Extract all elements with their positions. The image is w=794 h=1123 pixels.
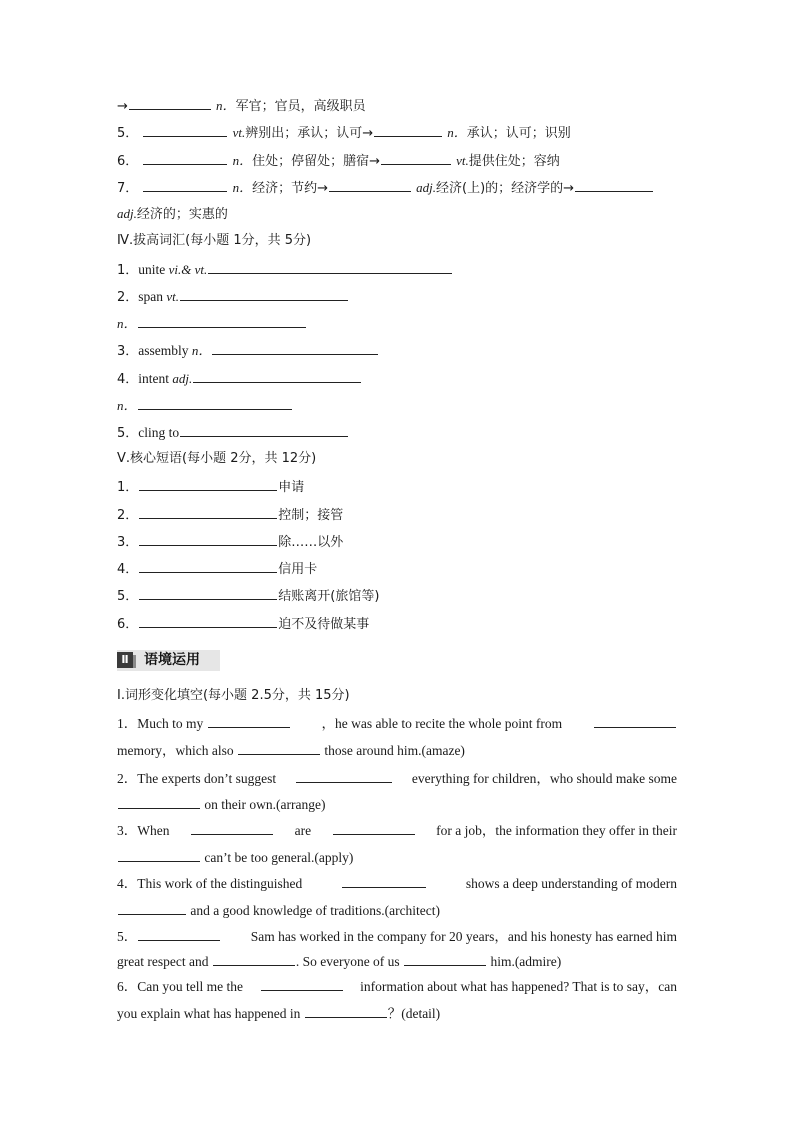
answer-blank[interactable]: [193, 368, 361, 383]
phrase-item-4: 4． 信用卡: [117, 558, 677, 578]
question-3-line-2: can’t be too general.(apply): [117, 847, 677, 867]
phrase-item-5: 5． 结账离开(旅馆等): [117, 585, 677, 605]
question-1-line-1: 1．Much to my ，he was able to recite the whole point from: [117, 713, 677, 733]
answer-blank[interactable]: [208, 713, 290, 728]
answer-blank[interactable]: [180, 286, 348, 301]
answer-blank[interactable]: [238, 740, 320, 755]
advanced-vocab-item-4: 4．intent adj.: [117, 368, 677, 388]
question-6-line-2: you explain what has happened in ？(detail): [117, 1003, 677, 1023]
answer-blank[interactable]: [139, 558, 277, 573]
vocab-line-6: 6． n．住处；停留处；膳宿→ vt.提供住处；容纳: [117, 150, 677, 170]
section-number-badge: Ⅱ: [117, 652, 133, 668]
answer-blank[interactable]: [139, 531, 277, 546]
answer-blank[interactable]: [575, 177, 653, 192]
answer-blank[interactable]: [191, 820, 273, 835]
answer-blank[interactable]: [374, 122, 442, 137]
answer-blank[interactable]: [212, 340, 378, 355]
question-1-line-2: memory，which also those around him.(amaze): [117, 740, 677, 760]
answer-blank[interactable]: [296, 768, 392, 783]
advanced-vocab-item-2-noun: n．: [117, 313, 677, 333]
question-3-line-1: 3．When are for a job，the information they offer in their: [117, 820, 677, 840]
answer-blank[interactable]: [118, 847, 200, 862]
answer-blank[interactable]: [329, 177, 411, 192]
answer-blank[interactable]: [381, 150, 451, 165]
vocab-line-7-cont: adj.经济的；实惠的: [117, 206, 228, 222]
answer-blank[interactable]: [404, 951, 486, 966]
answer-blank[interactable]: [143, 150, 227, 165]
advanced-vocab-item-4-noun: n．: [117, 395, 677, 415]
vocab-line-7: 7． n．经济；节约→ adj.经济(上)的；经济学的→: [117, 177, 677, 197]
vocab-line-4-cont: → n．军官；官员，高级职员: [117, 95, 677, 115]
answer-blank[interactable]: [139, 613, 277, 628]
answer-blank[interactable]: [139, 504, 277, 519]
question-5-line-2: great respect and . So everyone of us him.(admire): [117, 951, 677, 971]
question-5-line-1: 5． Sam has worked in the company for 20 years，and his honesty has earned him: [117, 926, 677, 946]
question-2-line-1: 2．The experts don’t suggest everything for children，who should make some: [117, 768, 677, 788]
answer-blank[interactable]: [138, 313, 306, 328]
phrase-item-1: 1． 申请: [117, 476, 677, 496]
answer-blank[interactable]: [118, 900, 186, 915]
question-4-line-2: and a good knowledge of traditions.(architect): [117, 900, 677, 920]
phrase-item-6: 6． 迫不及待做某事: [117, 613, 677, 633]
advanced-vocab-item-2: 2．span vt.: [117, 286, 677, 306]
answer-blank[interactable]: [143, 177, 227, 192]
answer-blank[interactable]: [143, 122, 227, 137]
answer-blank[interactable]: [305, 1003, 387, 1018]
section-heading-word-formation: Ⅰ.词形变化填空(每小题 2.5分，共 15分): [117, 688, 350, 703]
answer-blank[interactable]: [342, 873, 426, 888]
answer-blank[interactable]: [180, 422, 348, 437]
answer-blank[interactable]: [139, 476, 277, 491]
answer-blank[interactable]: [594, 713, 676, 728]
answer-blank[interactable]: [333, 820, 415, 835]
phrase-item-2: 2． 控制；接管: [117, 504, 677, 524]
advanced-vocab-item-3: 3．assembly n．: [117, 340, 677, 360]
answer-blank[interactable]: [208, 259, 452, 274]
advanced-vocab-item-5: 5．cling to: [117, 422, 677, 442]
question-4-line-1: 4．This work of the distinguished shows a deep understanding of modern: [117, 873, 677, 893]
question-6-line-1: 6．Can you tell me the information about what has happened? That is to say，can: [117, 976, 677, 996]
answer-blank[interactable]: [138, 395, 292, 410]
advanced-vocab-item-1: 1．unite vi.& vt.: [117, 259, 677, 279]
section-title: 语境运用: [144, 652, 200, 668]
answer-blank[interactable]: [213, 951, 295, 966]
answer-blank[interactable]: [139, 585, 277, 600]
question-2-line-2: on their own.(arrange): [117, 794, 677, 814]
answer-blank[interactable]: [129, 95, 211, 110]
section-heading-v: Ⅴ.核心短语(每小题 2分，共 12分): [117, 451, 317, 466]
section-banner: [117, 650, 220, 671]
vocab-line-5: 5． vt.辨别出；承认；认可→ n．承认；认可；识别: [117, 122, 677, 142]
answer-blank[interactable]: [261, 976, 343, 991]
answer-blank[interactable]: [138, 926, 220, 941]
phrase-item-3: 3． 除……以外: [117, 531, 677, 551]
answer-blank[interactable]: [118, 794, 200, 809]
section-heading-iv: Ⅳ.拔高词汇(每小题 1分，共 5分): [117, 233, 312, 248]
